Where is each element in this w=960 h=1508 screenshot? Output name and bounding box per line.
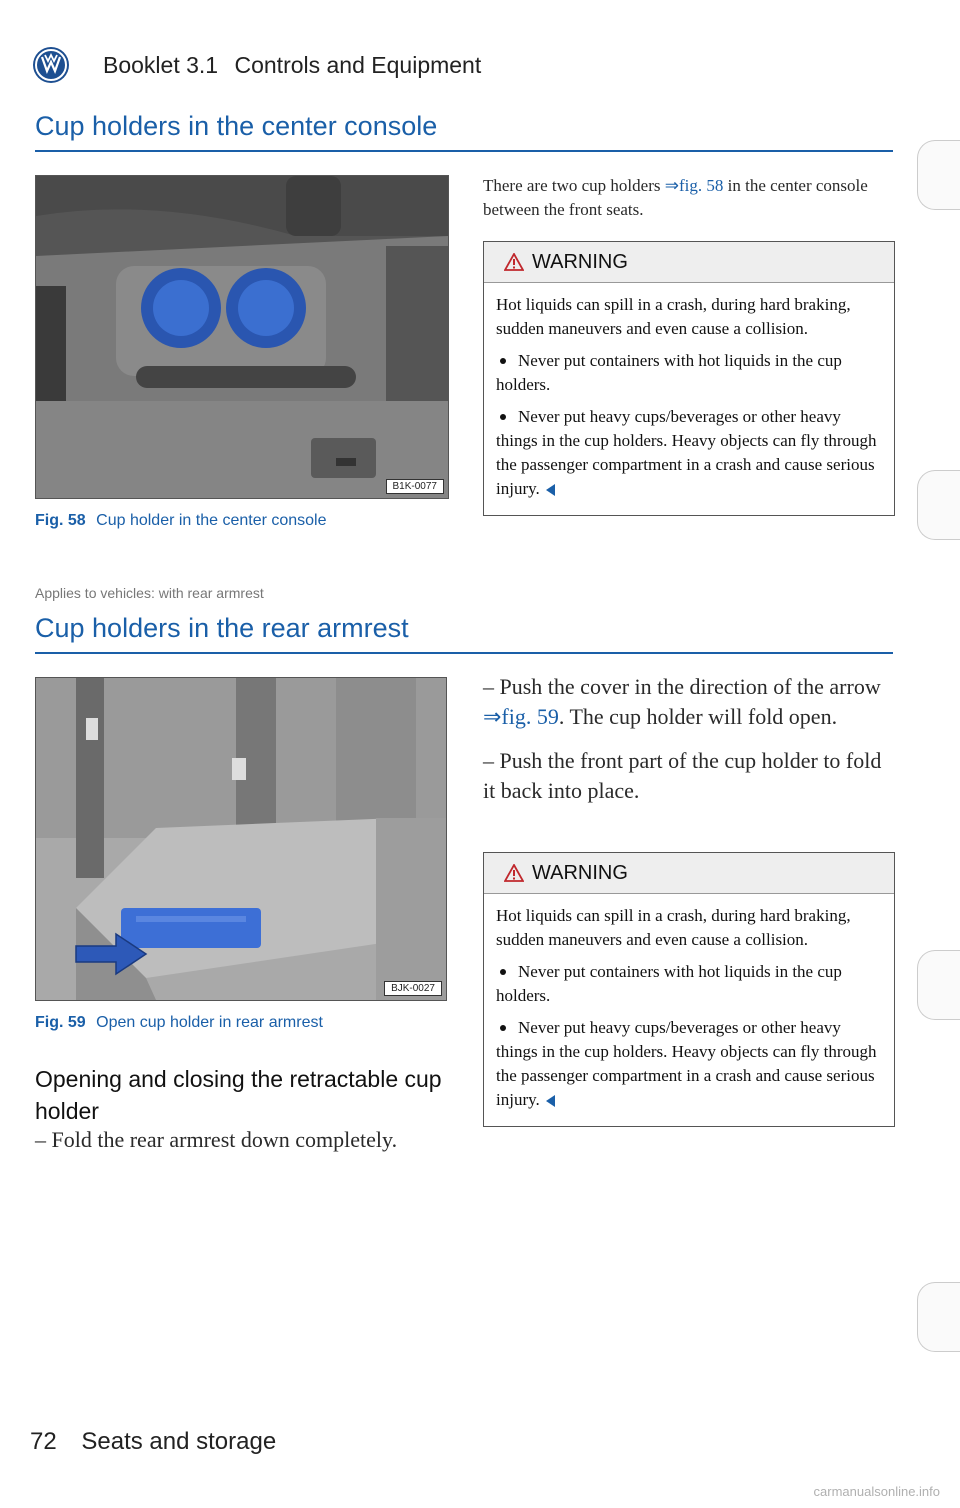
step-push-cover: – Push the cover in the direction of the arrow ⇒fig. 59. The cup holder will fold open. [483, 674, 881, 729]
intro-text-a: There are two cup holders [483, 176, 665, 195]
figure-58-image [35, 175, 449, 499]
warning-bullet: Never put heavy cups/beverages or other heavy things in the cup holders. Heavy objects can fly through the passenger compartment in a crash and cause serious injury. [496, 1018, 877, 1109]
warning-box-2 [483, 852, 895, 1127]
figure-59-caption [35, 1014, 323, 1032]
warning-triangle-icon [504, 864, 524, 882]
step-fold-back: – Push the front part of the cup holder to fold it back into place. [483, 748, 882, 803]
figure-id-label: B1K-0077 [386, 479, 444, 494]
warning-intro: Hot liquids can spill in a crash, during hard braking, sudden maneuvers and even cause a collision. [496, 906, 851, 949]
thumb-tab [917, 140, 960, 210]
booklet-label: Booklet 3.1 [103, 51, 219, 78]
fig-59-link[interactable]: ⇒fig. 59 [483, 704, 559, 729]
step-fold-armrest: – Fold the rear armrest down completely. [35, 1127, 398, 1152]
figure-58-caption [35, 512, 327, 530]
end-of-section-icon [546, 1095, 555, 1107]
page-footer [30, 1428, 276, 1456]
warning-bullet: Never put heavy cups/beverages or other heavy things in the cup holders. Heavy objects can fly through the passenger compartment in a crash and cause serious injury. [496, 407, 877, 498]
page-number: 72 [30, 1428, 57, 1455]
subsection-title: Opening and closing the retractable cup holder [35, 1066, 442, 1124]
warning-box-1 [483, 241, 895, 516]
footer-section: Seats and storage [81, 1428, 277, 1455]
thumb-tab [917, 470, 960, 540]
applies-note: Applies to vehicles: with rear armrest [35, 585, 264, 601]
steps-left [35, 1125, 455, 1169]
end-of-section-icon [546, 484, 555, 496]
section-title-center-console: Cup holders in the center console [35, 111, 438, 141]
warning-heading [484, 242, 894, 283]
figure-id-label: BJK-0027 [384, 981, 442, 996]
intro-paragraph [483, 174, 898, 222]
vw-logo-icon [33, 47, 69, 83]
figure-59-image [35, 677, 447, 1001]
warning-triangle-icon [504, 253, 524, 271]
warning-heading-text: WARNING [532, 861, 628, 884]
warning-body [484, 283, 894, 515]
intro-text-b: in the center console between the front seats. [483, 176, 868, 219]
caption-number: Fig. 58 [35, 512, 86, 529]
warning-heading [484, 853, 894, 894]
thumb-tab [917, 1282, 960, 1352]
rear-armrest-illustration [36, 678, 446, 1000]
warning-intro: Hot liquids can spill in a crash, during hard braking, sudden maneuvers and even cause a collision. [496, 295, 851, 338]
thumb-tab [917, 950, 960, 1020]
warning-heading-text: WARNING [532, 250, 628, 273]
caption-text: Cup holder in the center console [96, 512, 327, 529]
caption-text: Open cup holder in rear armrest [96, 1014, 323, 1031]
section-rule [35, 150, 893, 152]
watermark: carmanualsonline.info [813, 1484, 940, 1499]
caption-number: Fig. 59 [35, 1014, 86, 1031]
header-text [103, 52, 481, 79]
page-header [33, 46, 481, 84]
steps-right [483, 672, 895, 820]
section-rule [35, 652, 893, 654]
fig-58-link[interactable]: ⇒fig. 58 [664, 176, 724, 195]
warning-bullet: Never put containers with hot liquids in the cup holders. [496, 962, 842, 1005]
warning-body [484, 894, 894, 1126]
chapter-label: Controls and Equipment [234, 51, 482, 78]
center-console-illustration [36, 176, 448, 498]
warning-bullet: Never put containers with hot liquids in the cup holders. [496, 351, 842, 394]
section-title-rear-armrest: Cup holders in the rear armrest [35, 613, 409, 643]
